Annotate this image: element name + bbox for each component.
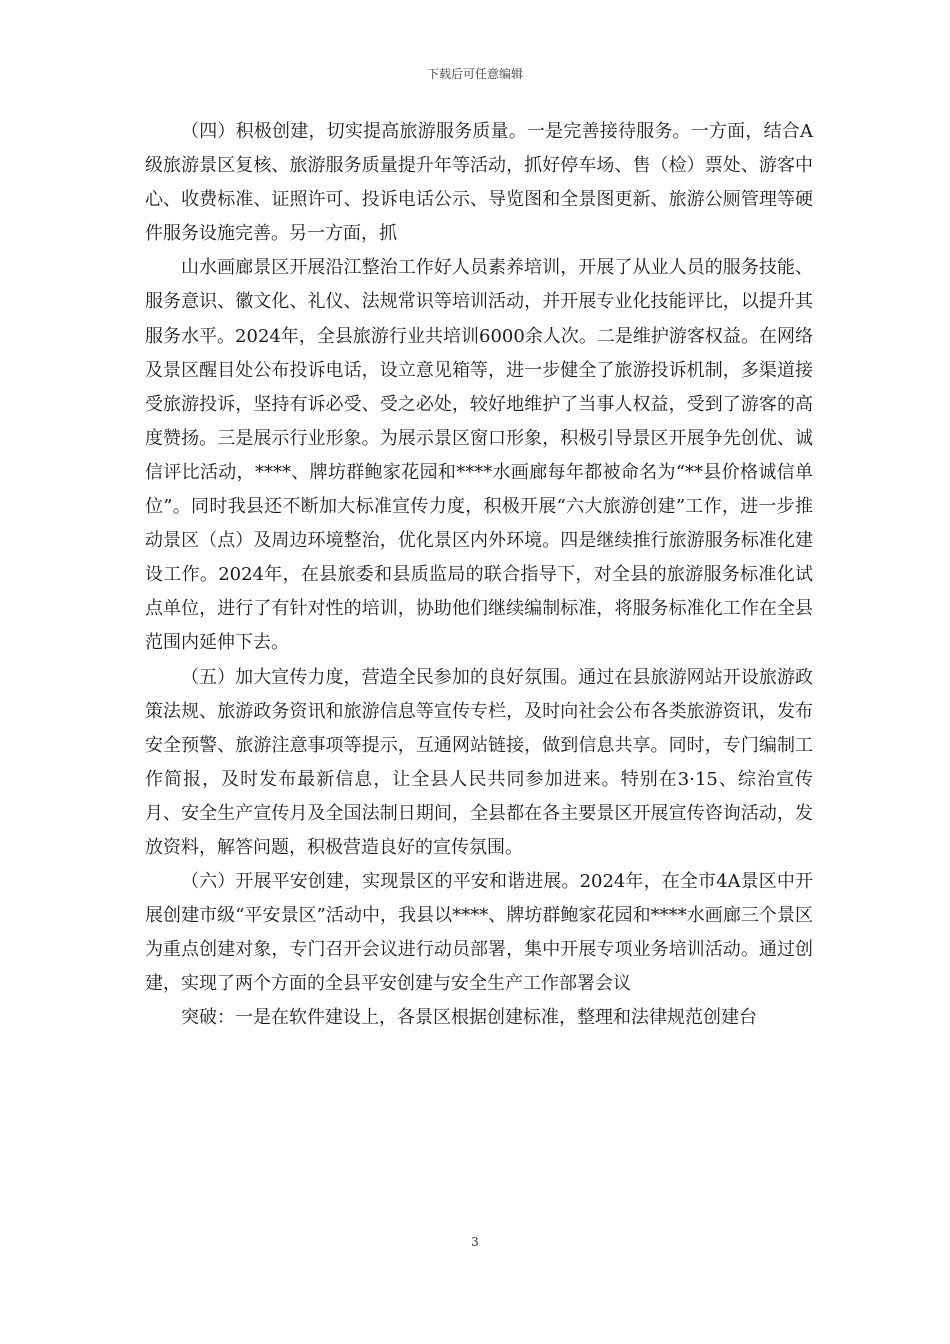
paragraph-service-quality: （四）积极创建，切实提高旅游服务质量。一是完善接待服务。一方面，结合A级旅游景区复核、旅游服务质量提升年等活动，抓好停车场、售（检）票处、游客中心、收费标准、证照许可、投诉电话公示、导览图和全景图更新、旅游公厕管理等硬件服务设施完善。另一方面，抓 — [145, 121, 813, 245]
page-header-note: 下载后可任意编辑 — [426, 67, 523, 81]
paragraph-publicity: （五）加大宣传力度，营造全民参加的良好氛围。通过在县旅游网站开设旅游政策法规、旅游政务资讯和旅游信息等宣传专栏，及时向社会公布各类旅游资讯，发布安全预警、旅游注意事项等提示，互通网站链接，做到信息共享。同时，专门编制工作简报，及时发布最新信息，让全县人民共同参加进来。特别在3·15、综治宣传月、安全生产宣传月及全国法制日期间，全县都在各主要景区开展宣传咨询活动，发放资料，解答问题，积极营造良好的宣传氛围。 — [145, 666, 813, 858]
document-body — [145, 115, 813, 1036]
paragraph-staff-training: 山水画廊景区开展沿江整治工作好人员素养培训，开展了从业人员的服务技能、服务意识、徽文化、礼仪、法规常识等培训活动，并开展专业化技能评比，以提升其服务水平。2024年，全县旅游行业共培训6000余人次。二是维护游客权益。在网络及景区醒目处公布投诉电话，设立意见箱等，进一步健全了旅游投诉机制，多渠道接受旅游投诉，坚持有诉必受、受之必处，较好地维护了当事人权益，受到了游客的高度赞扬。三是展示行业形象。为展示景区窗口形象，积极引导景区开展争先创优、诚信评比活动，****、牌坊群鲍家花园和****水画廊每年都被命名为“**县价格诚信单位”。同时我县还不断加大标准宣传力度，积极开展“六大旅游创建”工作，进一步推动景区（点）及周边环境整治，优化景区内外环境。四是继续推行旅游服务标准化建设工作。2024年，在县旅委和县质监局的联合指导下，对全县的旅游服务标准化试点单位，进行了有针对性的培训，协助他们继续编制标准，将服务标准化工作在全县范围内延伸下去。 — [145, 257, 813, 654]
paragraph-breakthrough: 突破：一是在软件建设上，各景区根据创建标准，整理和法律规范创建台 — [181, 1007, 757, 1029]
page-number: 3 — [471, 1235, 479, 1249]
paragraph-safety-creation: （六）开展平安创建，实现景区的平安和谐进展。2024年，在全市4A景区中开展创建市级“平安景区”活动中，我县以****、牌坊群鲍家花园和****水画廊三个景区为重点创建对象，专门召开会议进行动员部署，集中开展专项业务培训活动。通过创建，实现了两个方面的全县平安创建与安全生产工作部署会议 — [145, 871, 813, 995]
